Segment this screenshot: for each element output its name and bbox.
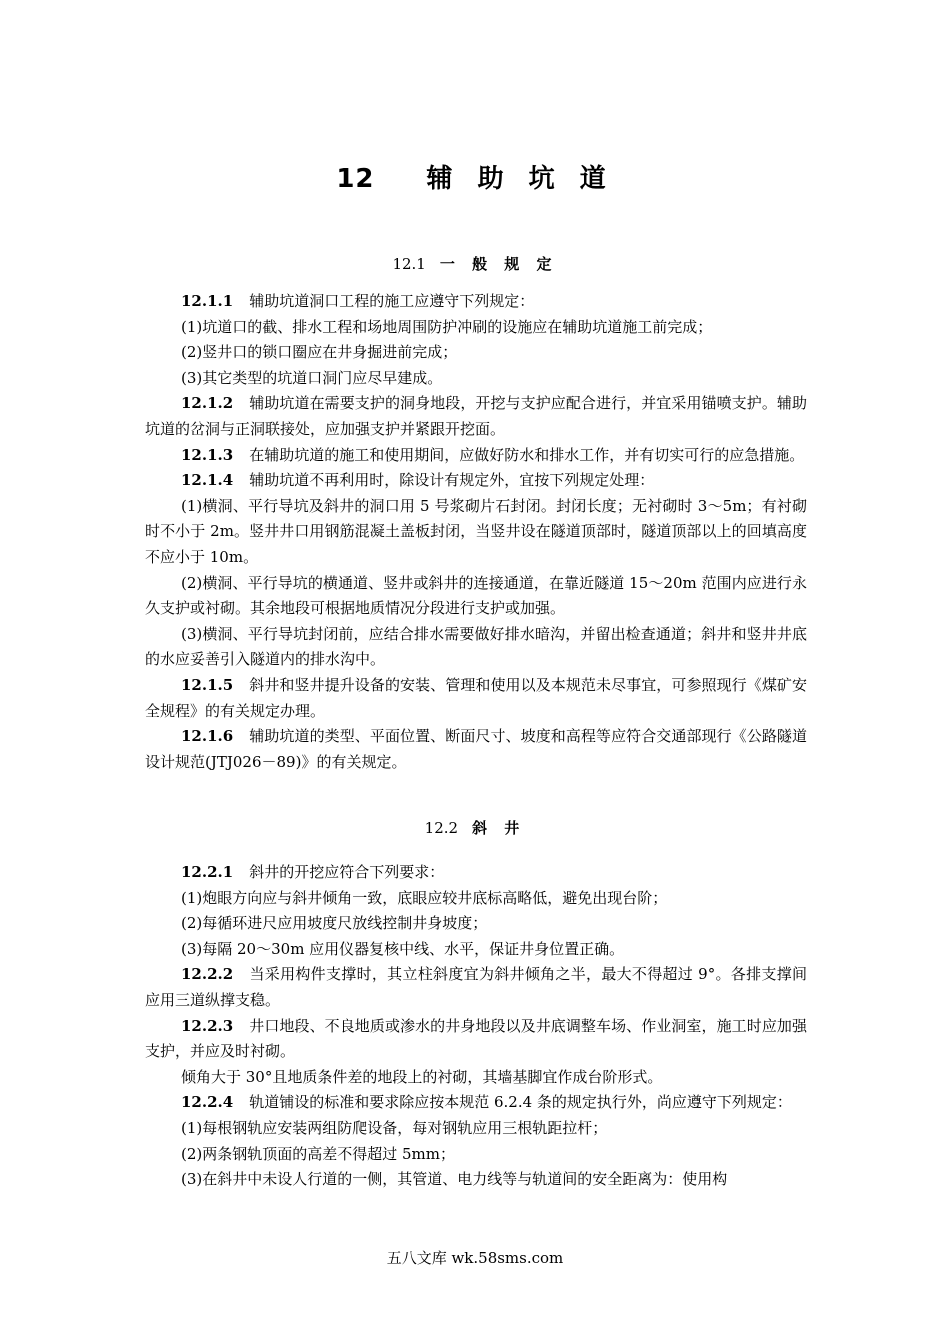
paragraph bbox=[145, 911, 807, 937]
paragraph bbox=[145, 1142, 807, 1168]
paragraph-text: 辅助坑道洞口工程的施工应遵守下列规定： bbox=[249, 292, 535, 310]
paragraph-text: 在辅助坑道的施工和使用期间，应做好防水和排水工作，并有切实可行的应急措施。 bbox=[249, 445, 805, 464]
paragraph-text: 倾角大于 30°且地质条件差的地段上的衬砌，其墙基脚宜作成台阶形式。 bbox=[181, 1067, 663, 1086]
paragraph-text: (2)横洞、平行导坑的横通道、竖井或斜井的连接通道，在靠近隧道 15～20m 范围内应进行永久支护或衬砌。其余地段可根据地质情况分段进行支护或加强。 bbox=[145, 573, 807, 618]
clause-number: 12.1.2 bbox=[181, 394, 234, 413]
section-body-12-2 bbox=[145, 860, 807, 1193]
paragraph-text: (1)横洞、平行导坑及斜井的洞口用 5 号浆砌片石封闭。封闭长度；无衬砌时 3～5m；有衬砌时不小于 2m。竖井井口用钢筋混凝土盖板封闭，当竖井设在隧道顶部时，隧道顶部以上的回填高度不应小于 10m。 bbox=[145, 496, 807, 566]
clause-number: 12.1.6 bbox=[181, 727, 234, 746]
section-number: 12.1 bbox=[392, 255, 426, 273]
paragraph bbox=[145, 724, 807, 775]
section-number: 12.2 bbox=[424, 819, 459, 837]
paragraph bbox=[145, 886, 807, 912]
paragraph bbox=[145, 622, 807, 673]
paragraph-text: 辅助坑道的类型、平面位置、断面尺寸、坡度和高程等应符合交通部现行《公路隧道设计规范(JTJ026－89)》的有关规定。 bbox=[145, 727, 807, 771]
paragraph-text: (1)每根钢轨应安装两组防爬设备，每对钢轨应用三根轨距拉杆； bbox=[181, 1118, 608, 1137]
clause-number: 12.2.3 bbox=[181, 1016, 234, 1035]
section-body-12-1 bbox=[145, 289, 807, 775]
paragraph-text: (1)炮眼方向应与斜井倾角一致，底眼应较井底标高略低，避免出现台阶； bbox=[181, 888, 668, 907]
paragraph bbox=[145, 494, 807, 571]
paragraph bbox=[145, 391, 807, 442]
paragraph-text: 轨道铺设的标准和要求除应按本规范 6.2.4 条的规定执行外，尚应遵守下列规定： bbox=[249, 1093, 792, 1112]
paragraph-text: 斜井和竖井提升设备的安装、管理和使用以及本规范未尽事宜，可参照现行《煤矿安全规程》的有关规定办理。 bbox=[145, 675, 807, 720]
paragraph bbox=[145, 937, 807, 963]
paragraph bbox=[145, 962, 807, 1013]
paragraph-text: (2)每循环进尺应用坡度尺放线控制井身坡度； bbox=[181, 914, 488, 933]
paragraph-text: 斜井的开挖应符合下列要求： bbox=[249, 863, 445, 881]
clause-number: 12.1.5 bbox=[181, 675, 234, 694]
paragraph-text: (3)横洞、平行导坑封闭前，应结合排水需要做好排水暗沟，并留出检查通道；斜井和竖井井底的水应妥善引入隧道内的排水沟中。 bbox=[145, 624, 807, 669]
paragraph bbox=[145, 340, 807, 366]
clause-number: 12.2.4 bbox=[181, 1093, 234, 1112]
paragraph-text: (2)竖井口的锁口圈应在井身掘进前完成； bbox=[181, 343, 458, 362]
paragraph-text: 井口地段、不良地质或渗水的井身地段以及井底调整车场、作业洞室，施工时应加强支护，并应及时衬砌。 bbox=[145, 1016, 807, 1061]
paragraph bbox=[145, 289, 807, 315]
footer-watermark: 五八文库 wk.58sms.com bbox=[386, 1249, 564, 1267]
section-title-12-2 bbox=[0, 817, 950, 838]
paragraph-text: (3)在斜井中未设人行道的一侧，其管道、电力线等与轨道间的安全距离为：使用构 bbox=[181, 1170, 728, 1189]
paragraph bbox=[145, 1065, 807, 1091]
clause-number: 12.1.1 bbox=[181, 292, 234, 310]
clause-number: 12.2.1 bbox=[181, 863, 234, 881]
paragraph bbox=[145, 1116, 807, 1142]
clause-number: 12.2.2 bbox=[181, 965, 234, 984]
paragraph bbox=[145, 1014, 807, 1065]
section-title-text: 一 般 规 定 bbox=[439, 255, 558, 273]
paragraph bbox=[145, 673, 807, 724]
paragraph bbox=[145, 860, 807, 886]
paragraph bbox=[145, 443, 807, 469]
paragraph bbox=[145, 1090, 807, 1116]
paragraph-text: (1)坑道口的截、排水工程和场地周围防护冲刷的设施应在辅助坑道施工前完成； bbox=[181, 317, 713, 336]
paragraph-text: (3)其它类型的坑道口洞门应尽早建成。 bbox=[181, 368, 443, 387]
clause-number: 12.1.3 bbox=[181, 445, 234, 464]
paragraph bbox=[145, 315, 807, 341]
paragraph bbox=[145, 571, 807, 622]
clause-number: 12.1.4 bbox=[181, 471, 234, 490]
paragraph-text: (2)两条钢轨顶面的高差不得超过 5mm； bbox=[181, 1144, 456, 1163]
chapter-title-text: 辅 助 坑 道 bbox=[426, 164, 614, 194]
chapter-number: 12 bbox=[336, 164, 375, 194]
section-title-text: 斜 井 bbox=[472, 819, 526, 837]
paragraph-text: (3)每隔 20～30m 应用仪器复核中线、水平，保证井身位置正确。 bbox=[181, 939, 625, 958]
paragraph bbox=[145, 468, 807, 494]
paragraph-text: 辅助坑道不再利用时，除设计有规定外，宜按下列规定处理： bbox=[249, 471, 655, 490]
section-title-12-1 bbox=[0, 253, 950, 274]
chapter-title bbox=[0, 158, 950, 195]
paragraph bbox=[145, 366, 807, 392]
paragraph bbox=[145, 1167, 807, 1193]
paragraph-text: 辅助坑道在需要支护的洞身地段，开挖与支护应配合进行，并宜采用锚喷支护。辅助坑道的岔洞与正洞联接处，应加强支护并紧跟开挖面。 bbox=[145, 394, 807, 438]
paragraph-text: 当采用构件支撑时，其立柱斜度宜为斜井倾角之半，最大不得超过 9°。各排支撑间应用三道纵撑支稳。 bbox=[145, 965, 807, 1009]
